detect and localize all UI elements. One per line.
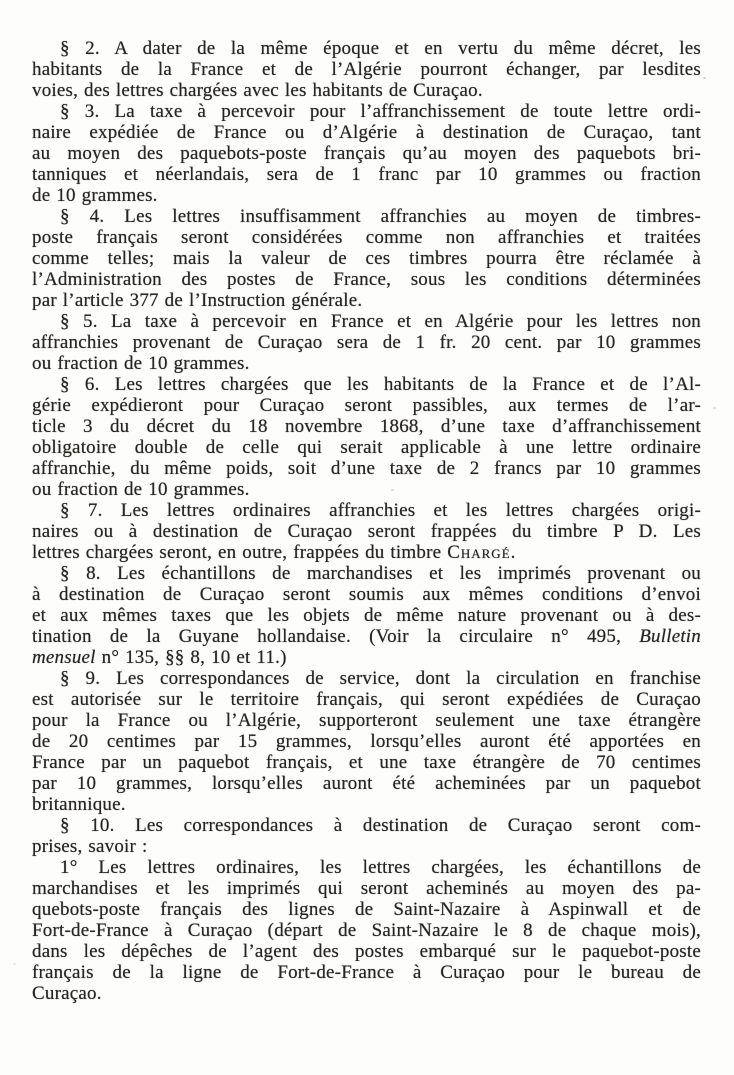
text-line: [32, 836, 701, 857]
text-line: [32, 59, 701, 80]
text-line: [32, 500, 701, 521]
text-segment: § 2. A dater de la même époque et en vertu du même décret, les: [60, 38, 701, 59]
text-segment: au moyen des paquebots-poste français qu’au moyen des paquebots bri-: [32, 143, 701, 164]
paragraph-section-10: [32, 815, 701, 857]
text-segment: pour la France ou l’Algérie, supporteront seulement une taxe étrangère: [32, 710, 701, 731]
text-segment: quebots-poste français des lignes de Saint-Nazaire à Aspinwall et de: [32, 899, 701, 920]
text-segment: France par un paquebot français, et une taxe étrangère de 70 centimes: [32, 752, 701, 773]
text-line: [32, 962, 701, 983]
paragraph-section-3: [32, 101, 701, 206]
text-line: [32, 206, 701, 227]
text-segment: § 5. La taxe à percevoir en France et en Algérie pour les lettres non: [60, 311, 701, 332]
text-segment: est autorisée sur le territoire français, qui seront expédiées de Curaçao: [32, 689, 701, 710]
text-line: [32, 248, 701, 269]
text-segment: comme telles; mais la valeur de ces timbres pourra être réclamée à: [32, 248, 701, 269]
text-line: [32, 983, 701, 1004]
text-line: [32, 290, 701, 311]
text-line: [32, 521, 701, 542]
text-line: [32, 416, 701, 437]
text-segment: § 8. Les échantillons de marchandises et les imprimés provenant ou: [60, 563, 701, 584]
text-segment: Curaçao.: [32, 983, 102, 1004]
text-line: [32, 458, 701, 479]
text-segment: § 9. Les correspondances de service, dont la circulation en franchise: [60, 668, 701, 689]
text-segment-smallcaps: Chargé: [447, 542, 511, 563]
text-segment: obligatoire double de celle qui serait applicable à une lettre ordinaire: [32, 437, 701, 458]
text-segment: gérie expédieront pour Curaçao seront passibles, aux termes de l’ar-: [32, 395, 701, 416]
text-line: [32, 857, 701, 878]
text-line: [32, 605, 701, 626]
text-line: [32, 38, 701, 59]
text-line: [32, 899, 701, 920]
text-line: [32, 122, 701, 143]
text-segment: de 10 grammes.: [32, 185, 158, 206]
text-line: [32, 626, 701, 647]
text-line: [32, 689, 701, 710]
text-segment: et aux mêmes taxes que les objets de même nature provenant ou à des-: [32, 605, 701, 626]
paragraph-section-2: [32, 38, 701, 101]
text-line: [32, 710, 701, 731]
text-line: [32, 752, 701, 773]
text-segment: .: [510, 542, 516, 563]
text-line: [32, 437, 701, 458]
text-line: [32, 269, 701, 290]
text-segment: ou fraction de 10 grammes.: [32, 479, 250, 500]
text-segment: français de la ligne de Fort-de-France à Curaçao pour le bureau de: [32, 962, 701, 983]
text-line: [32, 920, 701, 941]
text-line: [32, 164, 701, 185]
text-segment: l’Administration des postes de France, sous les conditions déterminées: [32, 269, 701, 290]
text-line: [32, 542, 701, 563]
text-line: [32, 794, 701, 815]
paragraph-item-1: [32, 857, 701, 1004]
text-line: [32, 941, 701, 962]
text-segment: habitants de la France et de l’Algérie pourront échanger, par lesdites: [32, 59, 701, 80]
text-line: [32, 773, 701, 794]
text-segment: lettres chargées seront, en outre, frappées du timbre: [32, 542, 448, 563]
text-line: [32, 731, 701, 752]
text-segment: § 7. Les lettres ordinaires affranchies et les lettres chargées origi-: [60, 500, 701, 521]
text-segment: par 10 grammes, lorsqu’elles auront été acheminées par un paquebot: [32, 773, 701, 794]
text-line: [32, 668, 701, 689]
text-segment: Fort-de-France à Curaçao (départ de Saint-Nazaire le 8 de chaque mois),: [32, 920, 701, 941]
text-line: [32, 563, 701, 584]
text-segment: 1° Les lettres ordinaires, les lettres chargées, les échantillons de: [60, 857, 701, 878]
text-segment: tanniques et néerlandais, sera de 1 franc par 10 grammes ou fraction: [32, 164, 701, 185]
text-line: [32, 143, 701, 164]
text-segment: naire expédiée de France ou d’Algérie à destination de Curaçao, tant: [32, 122, 701, 143]
text-segment-italic: Bulletin: [639, 626, 701, 647]
text-line: [32, 101, 701, 122]
text-segment: à destination de Curaçao seront soumis aux mêmes conditions d’envoi: [32, 584, 701, 605]
text-segment: § 3. La taxe à percevoir pour l’affranchissement de toute lettre ordi-: [60, 101, 701, 122]
paragraph-section-8: [32, 563, 701, 668]
text-line: [32, 227, 701, 248]
paragraph-section-4: [32, 206, 701, 311]
text-segment: poste français seront considérées comme non affranchies et traitées: [32, 227, 701, 248]
text-line: [32, 353, 701, 374]
text-segment: marchandises et les imprimés qui seront acheminés au moyen des pa-: [32, 878, 701, 899]
text-segment: ticle 3 du décret du 18 novembre 1868, d’une taxe d’affranchissement: [32, 416, 701, 437]
text-line: [32, 815, 701, 836]
text-segment: prises, savoir :: [32, 836, 148, 857]
text-segment: affranchie, du même poids, soit d’une taxe de 2 francs par 10 grammes: [32, 458, 701, 479]
paragraph-section-9: [32, 668, 701, 815]
text-line: [32, 311, 701, 332]
text-segment-italic: mensuel: [32, 647, 96, 668]
text-line: [32, 395, 701, 416]
text-line: [32, 479, 701, 500]
text-segment: dans les dépêches de l’agent des postes embarqué sur le paquebot-poste: [32, 941, 701, 962]
text-segment: de 20 centimes par 15 grammes, lorsqu’elles auront été apportées en: [32, 731, 701, 752]
text-segment: affranchies provenant de Curaçao sera de 1 fr. 20 cent. par 10 grammes: [32, 332, 701, 353]
text-segment: par l’article 377 de l’Instruction générale.: [32, 290, 363, 311]
text-line: [32, 332, 701, 353]
text-line: [32, 647, 701, 668]
text-segment: n° 135, §§ 8, 10 et 11.): [95, 647, 287, 668]
text-segment: britannique.: [32, 794, 126, 815]
text-line: [32, 878, 701, 899]
paragraph-section-6: [32, 374, 701, 500]
text-line: [32, 80, 701, 101]
text-line: [32, 374, 701, 395]
paragraph-section-5: [32, 311, 701, 374]
text-segment: naires ou à destination de Curaçao seront frappées du timbre P D. Les: [32, 521, 701, 542]
text-segment: voies, des lettres chargées avec les habitants de Curaçao.: [32, 80, 483, 101]
text-segment: § 4. Les lettres insuffisamment affranchies au moyen de timbres-: [60, 206, 701, 227]
text-segment: ou fraction de 10 grammes.: [32, 353, 250, 374]
text-segment: § 10. Les correspondances à destination de Curaçao seront com-: [60, 815, 701, 836]
text-line: [32, 584, 701, 605]
paragraph-section-7: [32, 500, 701, 563]
text-line: [32, 185, 701, 206]
text-segment: § 6. Les lettres chargées que les habitants de la France et de l’Al-: [60, 374, 701, 395]
page-text-block: [32, 38, 701, 1004]
text-segment: tination de la Guyane hollandaise. (Voir la circulaire n° 495,: [32, 626, 640, 647]
